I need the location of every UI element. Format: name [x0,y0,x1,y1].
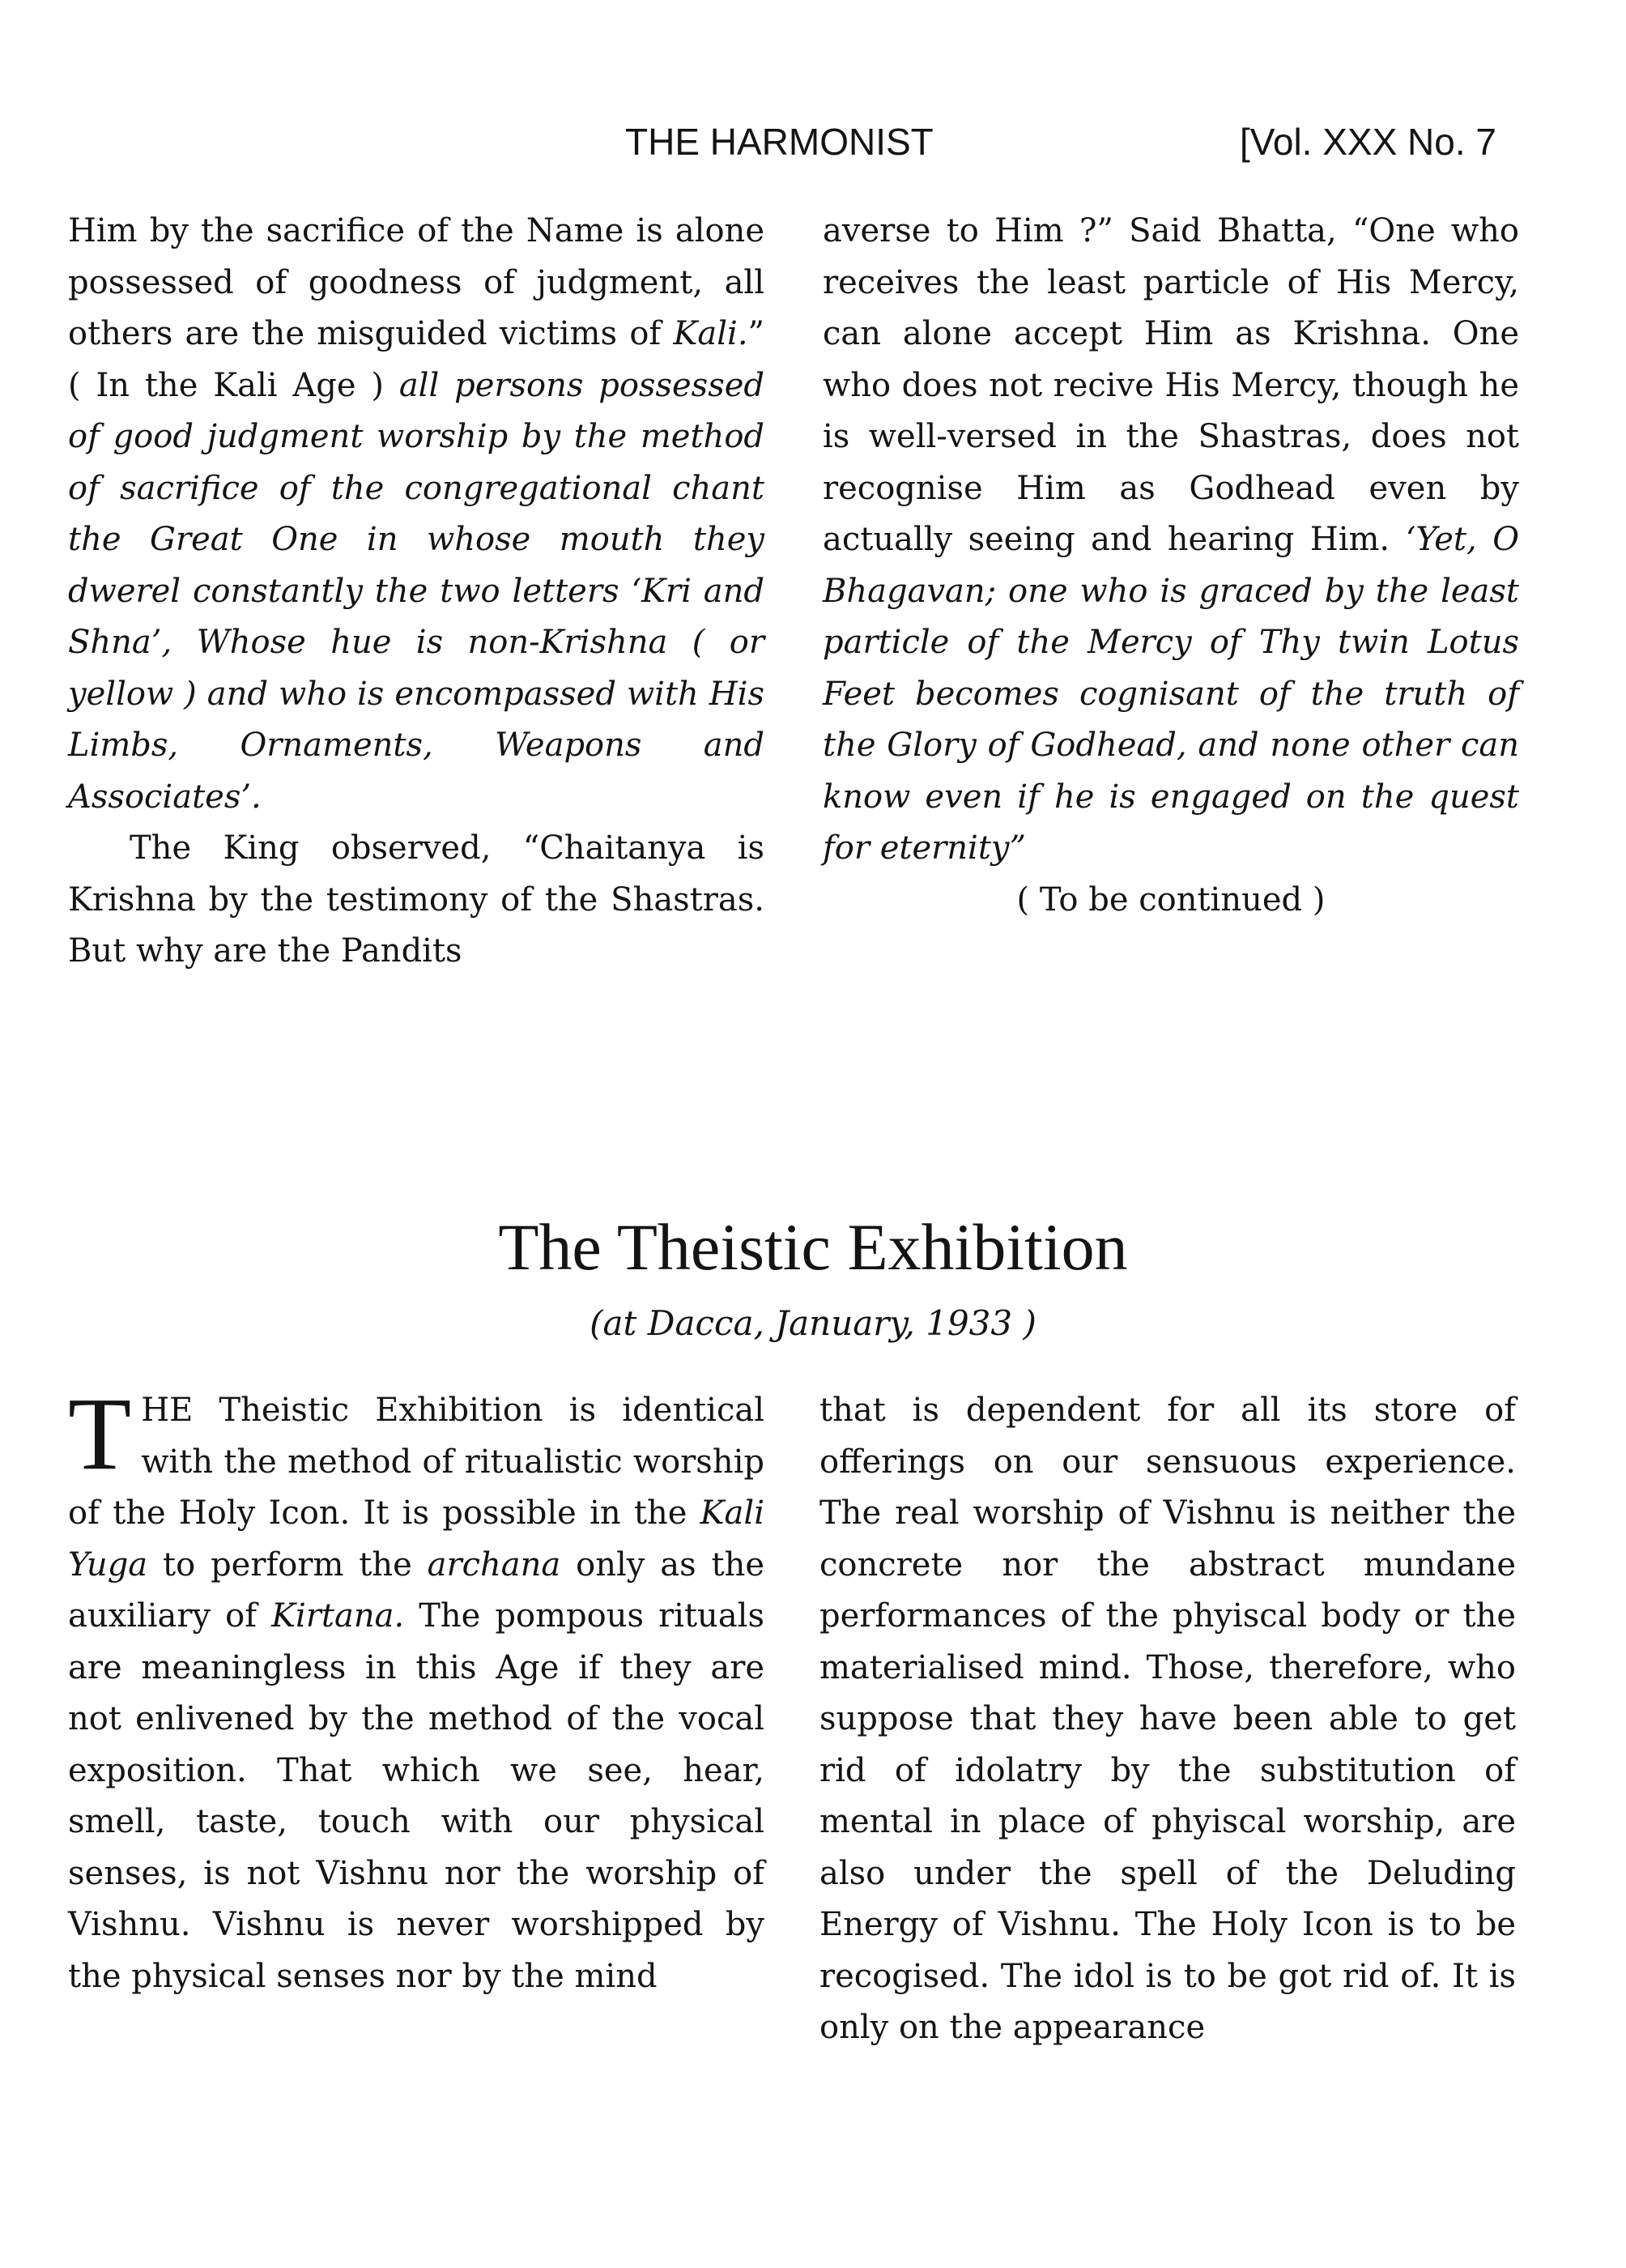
previous-article-right-column [823,206,1519,926]
italic-term: Kali. [673,315,748,352]
paragraph: The King observed, “Chaitanya is Krishna by the testimony of the Shastras. But why are the Pandits [68,829,764,970]
paragraph [823,206,1519,875]
italic-term: Kirtana. [271,1597,405,1635]
previous-article-left-column [68,206,764,978]
text-run: to perform the [147,1545,428,1584]
issue-number: [Vol. XXX No. 7 [1239,121,1496,163]
paragraph [68,1376,765,2002]
paragraph: that is dependent for all its store of offerings on our sensuous experience. The real worship of Vishnu is neither the concrete nor the abstract mundane performances of the phyiscal body or the materialised mind. Those, therefore, who suppose that they have been able to get rid of idolatry by the substitution of mental in place of phyiscal worship, are also under the spell of the Deluding Energy of Vishnu. The Holy Icon is to be recogised. The idol is to be got rid of. It is only on the appearance [819,1392,1516,2046]
paragraph [68,206,764,823]
text-run: ” ( In the Kali Age ) [68,315,764,404]
text-run: HE Theistic Exhibition is identical with the method of ritualistic worship of the Holy Icon. It is possible in the [68,1392,764,1532]
italic-term: archana [427,1545,561,1584]
to-be-continued-note: ( To be continued ) [1016,880,1326,919]
running-header [0,120,1626,168]
text-run: The pompous rituals are meaningless in this Age if they are not enlivened by the method of the vocal exposition. That which we see, hear, smell, taste, touch with our physical senses, is not Vishnu nor the worship of Vishnu. Vishnu is never worshipped by the physical senses nor by the mind [68,1597,764,1995]
article-left-column [68,1376,765,2002]
text-run: Him by the sacrifice of the Name is alone possessed of goodness of judgment, all others are the misguided victims of [68,212,764,352]
text-run: only as the auxiliary of [68,1545,765,1635]
article-right-column [819,1385,1516,2054]
text-run: averse to Him ?” Said Bhatta, “One who receives the least particle of His Mercy, can alone accept Him as Krishna. One who does not recive His Mercy, though he is well-versed in the Shastras, does not recognise Him as Godhead even by actually seeing and hearing Him. [823,212,1519,558]
italic-quotation: ‘Yet, O Bhagavan; one who is graced by the least particle of the Mercy of Thy twin Lotus Feet becomes cognisant of the truth of the Glory of Godhead, and none other can know even if he is engaged on the quest for eternity” [823,521,1519,867]
drop-cap: T [68,1376,132,1491]
article-title: The Theistic Exhibition [498,1210,1128,1284]
article-subtitle: (at Dacca, January, 1933 ) [590,1303,1036,1343]
running-title: THE HARMONIST [625,121,934,163]
italic-term: Kali Yuga [68,1494,764,1584]
italic-quotation: all persons possessed of good judgment worship by the method of sacrifice of the congregational chant the Great One in whose mouth they dwerel constantly the two letters ‘Kri and Shna’, Whose hue is non-Krishna ( or yellow ) and who is encompassed with His Limbs, Ornaments, Weapons and Associates’. [68,366,764,816]
